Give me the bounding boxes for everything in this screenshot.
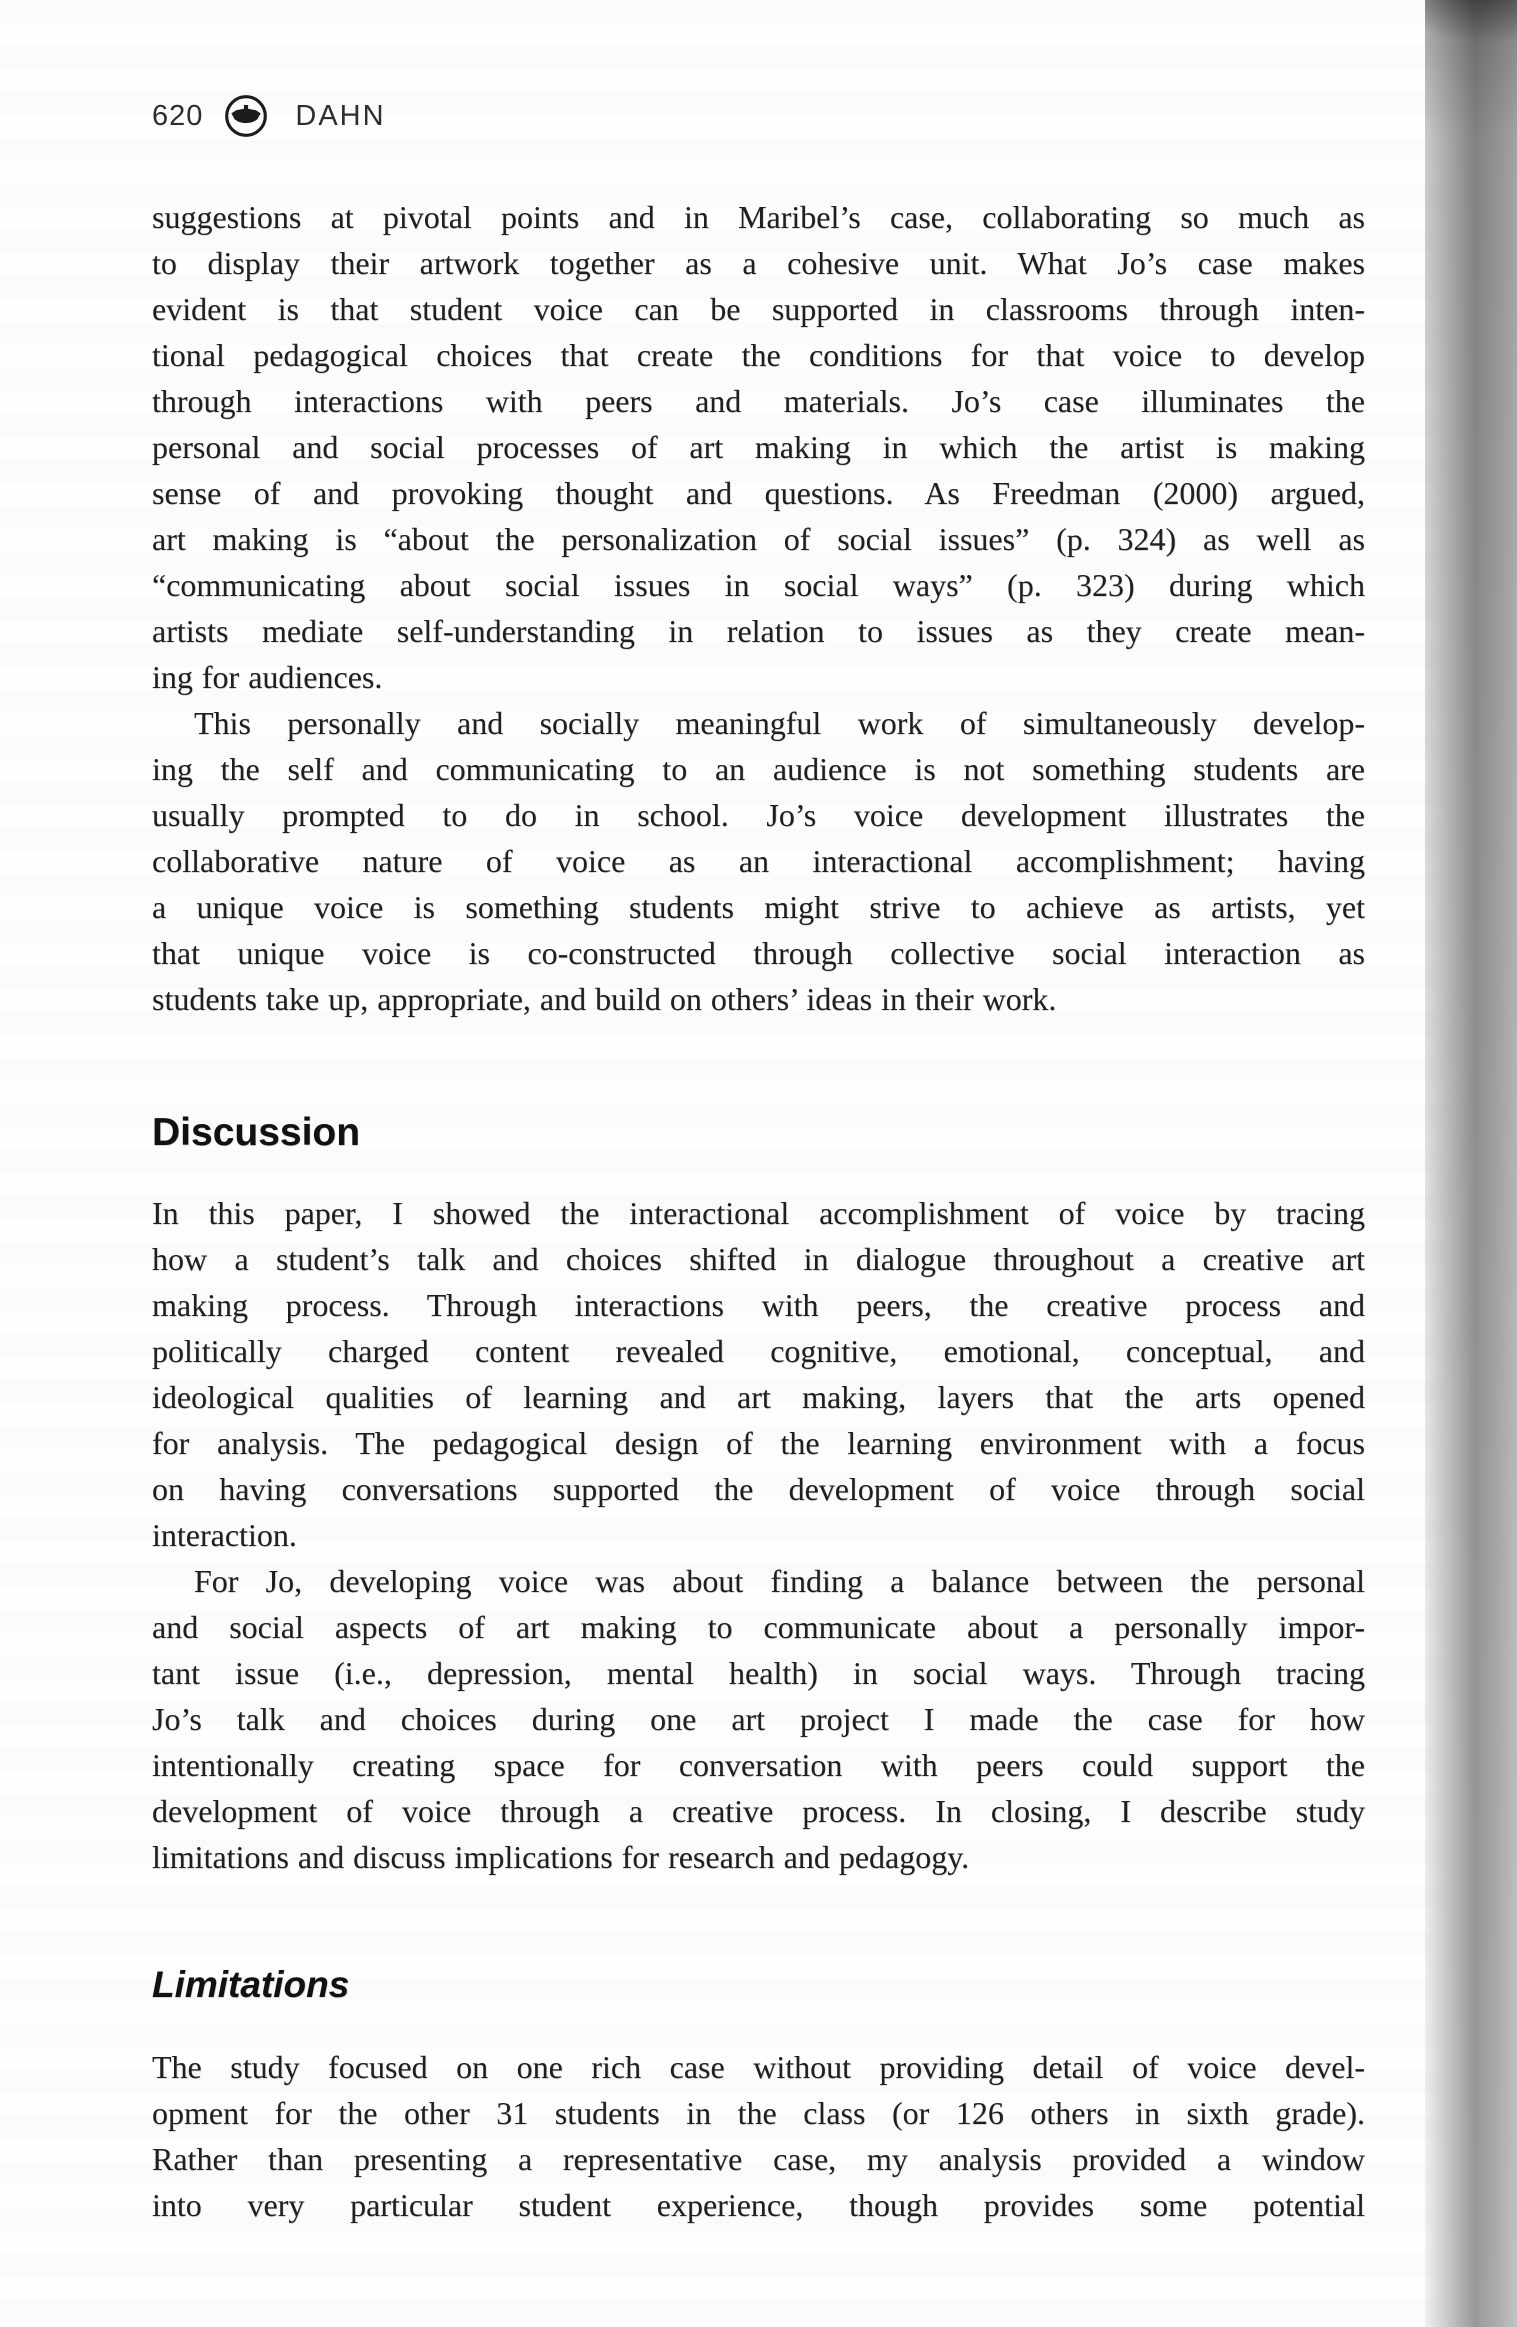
- paragraph: [152, 700, 1365, 1022]
- text-line: to display their artwork together as a cohesive unit. What Jo’s case makes: [152, 245, 1365, 281]
- text-line: for analysis. The pedagogical design of the learning environment with a focus: [152, 1425, 1365, 1461]
- text-line: artists mediate self-understanding in relation to issues as they create mean-: [152, 613, 1365, 649]
- publisher-logo-icon: [222, 92, 270, 140]
- text-line: Jo’s talk and choices during one art project I made the case for how: [152, 1701, 1365, 1737]
- text-line: suggestions at pivotal points and in Maribel’s case, collaborating so much as: [152, 199, 1365, 235]
- text-line: making process. Through interactions with peers, the creative process and: [152, 1287, 1365, 1323]
- text-line: The study focused on one rich case without providing detail of voice devel-: [152, 2049, 1365, 2085]
- text-line: sense of and provoking thought and questions. As Freedman (2000) argued,: [152, 475, 1365, 511]
- text-line: opment for the other 31 students in the class (or 126 others in sixth grade).: [152, 2095, 1365, 2131]
- text-line: In this paper, I showed the interactional accomplishment of voice by tracing: [152, 1195, 1365, 1231]
- page-header: [152, 92, 1365, 140]
- text-line: politically charged content revealed cognitive, emotional, conceptual, and: [152, 1333, 1365, 1369]
- text-line: interaction.: [152, 1517, 297, 1553]
- text-line: and social aspects of art making to communicate about a personally impor-: [152, 1609, 1365, 1645]
- page-number: 620: [152, 100, 204, 132]
- text-line: evident is that student voice can be supported in classrooms through inten-: [152, 291, 1365, 327]
- text-line: on having conversations supported the development of voice through social: [152, 1471, 1365, 1507]
- text-line: how a student’s talk and choices shifted in dialogue throughout a creative art: [152, 1241, 1365, 1277]
- paragraph: [152, 1190, 1365, 1558]
- text-line: students take up, appropriate, and build on others’ ideas in their work.: [152, 981, 1057, 1017]
- section-heading-limitations: Limitations: [152, 1964, 350, 2005]
- section-heading-discussion: Discussion: [152, 1111, 361, 1154]
- text-line: “communicating about social issues in social ways” (p. 323) during which: [152, 567, 1365, 603]
- article-body: [152, 194, 1365, 2228]
- page-content-area: [152, 0, 1365, 2228]
- text-line: a unique voice is something students might strive to achieve as artists, yet: [152, 889, 1365, 925]
- text-line: ing for audiences.: [152, 659, 383, 695]
- book-gutter-shadow: [1425, 0, 1517, 2327]
- text-line: Rather than presenting a representative case, my analysis provided a window: [152, 2141, 1365, 2177]
- text-line: ideological qualities of learning and art making, layers that the arts opened: [152, 1379, 1365, 1415]
- text-line: tant issue (i.e., depression, mental health) in social ways. Through tracing: [152, 1655, 1365, 1691]
- text-line: through interactions with peers and materials. Jo’s case illuminates the: [152, 383, 1365, 419]
- text-line: that unique voice is co-constructed through collective social interaction as: [152, 935, 1365, 971]
- text-line: ing the self and communicating to an audience is not something students are: [152, 751, 1365, 787]
- text-line: art making is “about the personalization of social issues” (p. 324) as well as: [152, 521, 1365, 557]
- paragraph: [152, 194, 1365, 700]
- paragraph: [152, 2044, 1365, 2228]
- running-head-author: DAHN: [295, 100, 386, 132]
- text-line: usually prompted to do in school. Jo’s voice development illustrates the: [152, 797, 1365, 833]
- text-line: tional pedagogical choices that create the conditions for that voice to develop: [152, 337, 1365, 373]
- text-line: limitations and discuss implications for research and pedagogy.: [152, 1839, 970, 1875]
- text-line: collaborative nature of voice as an interactional accomplishment; having: [152, 843, 1365, 879]
- text-line: development of voice through a creative process. In closing, I describe study: [152, 1793, 1365, 1829]
- text-line: into very particular student experience, though provides some potential: [152, 2187, 1365, 2223]
- text-line: intentionally creating space for conversation with peers could support the: [152, 1747, 1365, 1783]
- text-line: For Jo, developing voice was about finding a balance between the personal: [194, 1563, 1365, 1599]
- text-line: personal and social processes of art making in which the artist is making: [152, 429, 1365, 465]
- paragraph: [152, 1558, 1365, 1880]
- text-line: This personally and socially meaningful work of simultaneously develop-: [194, 705, 1365, 741]
